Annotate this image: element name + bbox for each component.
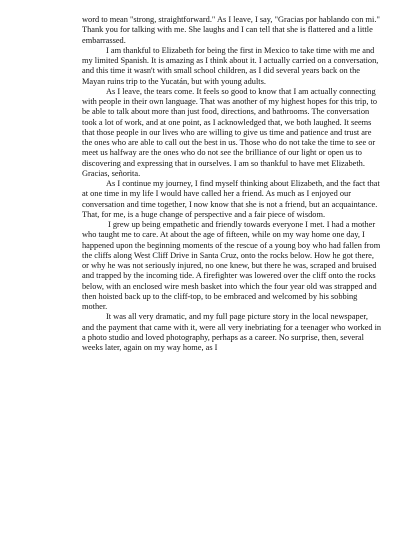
paragraph-journey: As I continue my journey, I find myself thinking about Elizabeth, and the fact that at one time in my life I would have called her a friend. As much as I enjoyed our conversation and time together, I now know that she is not a friend, but an acquaintance. That, for me, is a huge change of perspective and a fair piece of wisdom.	[82, 179, 380, 219]
paragraph-continuation: word to mean "strong, straightforward." As I leave, I say, "Gracias por hablando con mi." Thank you for talking with me. She laughs and I can tell that she is flattered and a little embarrassed.	[82, 15, 380, 45]
body-text	[82, 15, 382, 353]
paragraph-grew-up: I grew up being empathetic and friendly towards everyone I met. I had a mother who taught me to care. At about the age of fifteen, while on my way home one day, I happened upon the beginning moments of the rescue of a young boy who had fallen from the cliffs along West Cliff Drive in Santa Cruz, onto the rocks below. How he got there, or why he was not seriously injured, no one knew, but there he was, scraped and bruised and trapped by the incoming tide. A firefighter was lowered over the cliff onto the rocks below, with an enclosed wire mesh basket into which the four year old was strapped and then hoisted back up to the cliff-top, to be embraced and welcomed by his sobbing mother.	[82, 220, 381, 311]
paragraph-thankful: I am thankful to Elizabeth for being the first in Mexico to take time with me and my limited Spanish. It is amazing as I think about it. I actually carried on a conversation, and this time it wasn't with small school children, as I did several years back on the Mayan ruins trip to the Yucatán, but with young adults.	[82, 45, 379, 86]
paragraph-dramatic: It was all very dramatic, and my full page picture story in the local newspaper, and the payment that came with it, were all very inebriating for a teenager who worked in a photo studio and loved photography, perhaps as a career. No surprise, then, several weeks later, again on my way home, as I	[82, 312, 382, 352]
paragraph-tears: As I leave, the tears come. It feels so good to know that I am actually connecting with people in their own language. That was another of my highest hopes for this trip, to be able to talk about more than just food, directions, and bathrooms. The conversation took a lot of work, and at one point, as I acknowledged that, we both laughed. It seems that those people in our lives who are willing to give us time and patience and trust are the ones who are able to call out the best in us. Those who do not take the time to see or meet us halfway are the ones who do not see the brilliance of our light or open us to discovering and expressing that in ourselves. I am so thankful to have met Elizabeth. Gracias, señorita.	[82, 86, 378, 178]
